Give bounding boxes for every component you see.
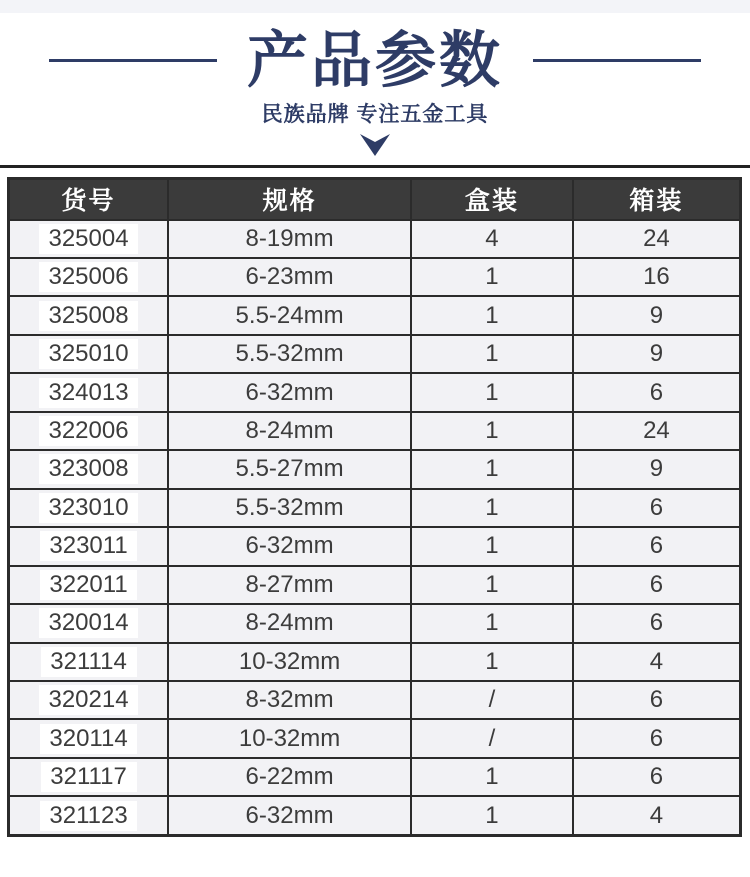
table-cell xyxy=(9,604,169,642)
table-row xyxy=(9,258,741,296)
page-subtitle: 民族品牌 专注五金工具 xyxy=(261,103,489,127)
item-number: 320214 xyxy=(39,685,137,715)
table-cell: 5.5-24mm xyxy=(168,296,411,334)
table-cell: 1 xyxy=(411,373,573,411)
table-cell xyxy=(9,489,169,527)
table-row xyxy=(9,489,741,527)
product-parameters-section xyxy=(7,177,742,837)
item-number: 321114 xyxy=(41,647,137,677)
table-cell: 24 xyxy=(573,412,741,450)
column-header: 盒装 xyxy=(411,179,573,220)
item-number: 325004 xyxy=(39,224,137,254)
table-cell xyxy=(9,527,169,565)
table-cell: 8-27mm xyxy=(168,566,411,604)
item-number: 321117 xyxy=(41,762,137,792)
page-header xyxy=(0,13,750,156)
item-number: 322011 xyxy=(40,570,136,600)
table-cell xyxy=(9,566,169,604)
table-row xyxy=(9,758,741,796)
table-cell: 10-32mm xyxy=(168,719,411,757)
table-cell xyxy=(9,758,169,796)
item-number: 323010 xyxy=(39,493,137,523)
table-cell xyxy=(9,796,169,835)
table-cell: 10-32mm xyxy=(168,643,411,681)
table-row xyxy=(9,719,741,757)
item-number: 325008 xyxy=(39,301,137,331)
table-cell: 24 xyxy=(573,220,741,258)
table-cell: 1 xyxy=(411,258,573,296)
table-row xyxy=(9,220,741,258)
table-cell: 5.5-27mm xyxy=(168,450,411,488)
table-cell: 1 xyxy=(411,489,573,527)
table-cell: 6-23mm xyxy=(168,258,411,296)
table-cell: 1 xyxy=(411,412,573,450)
table-cell: 16 xyxy=(573,258,741,296)
table-cell: 6-32mm xyxy=(168,373,411,411)
table-header-row xyxy=(9,179,741,220)
table-row xyxy=(9,681,741,719)
table-cell: 6 xyxy=(573,681,741,719)
table-cell xyxy=(9,643,169,681)
item-number: 324013 xyxy=(39,378,137,408)
table-cell xyxy=(9,296,169,334)
table-row xyxy=(9,527,741,565)
product-table xyxy=(7,177,742,837)
table-cell: 6-22mm xyxy=(168,758,411,796)
table-cell xyxy=(9,258,169,296)
table-row xyxy=(9,643,741,681)
table-cell: 6 xyxy=(573,604,741,642)
table-cell: 1 xyxy=(411,566,573,604)
table-cell: 6 xyxy=(573,527,741,565)
table-cell: 1 xyxy=(411,643,573,681)
table-cell: 8-32mm xyxy=(168,681,411,719)
table-row xyxy=(9,296,741,334)
table-cell: 1 xyxy=(411,604,573,642)
column-header: 货号 xyxy=(9,179,169,220)
table-cell: / xyxy=(411,681,573,719)
table-cell: 6-32mm xyxy=(168,796,411,835)
table-cell: 6-32mm xyxy=(168,527,411,565)
title-row xyxy=(0,28,750,92)
separator-line xyxy=(0,165,750,168)
table-cell: 8-24mm xyxy=(168,604,411,642)
table-cell: 1 xyxy=(411,335,573,373)
table-cell: 9 xyxy=(573,335,741,373)
column-header: 规格 xyxy=(168,179,411,220)
table-cell: 1 xyxy=(411,450,573,488)
item-number: 321123 xyxy=(40,801,136,831)
table-cell: 1 xyxy=(411,527,573,565)
title-rule-left xyxy=(49,59,217,62)
title-rule-right xyxy=(533,59,701,62)
item-number: 325010 xyxy=(39,339,137,369)
table-body xyxy=(9,220,741,836)
table-cell: 1 xyxy=(411,758,573,796)
table-cell xyxy=(9,220,169,258)
table-cell: / xyxy=(411,719,573,757)
table-row xyxy=(9,604,741,642)
top-band xyxy=(0,0,750,13)
item-number: 320014 xyxy=(39,608,137,638)
item-number: 325006 xyxy=(39,262,137,292)
table-cell: 6 xyxy=(573,758,741,796)
table-cell: 8-24mm xyxy=(168,412,411,450)
table-cell xyxy=(9,719,169,757)
table-row xyxy=(9,412,741,450)
column-header: 箱装 xyxy=(573,179,741,220)
table-cell: 4 xyxy=(411,220,573,258)
table-cell: 8-19mm xyxy=(168,220,411,258)
table-cell xyxy=(9,412,169,450)
table-row xyxy=(9,566,741,604)
item-number: 323008 xyxy=(39,454,137,484)
table-cell: 4 xyxy=(573,796,741,835)
table-cell: 6 xyxy=(573,566,741,604)
page-title: 产品参数 xyxy=(246,26,503,94)
table-row xyxy=(9,373,741,411)
table-row xyxy=(9,335,741,373)
table-cell: 6 xyxy=(573,489,741,527)
table-cell: 1 xyxy=(411,296,573,334)
item-number: 323011 xyxy=(40,531,136,561)
table-cell: 6 xyxy=(573,373,741,411)
table-cell: 9 xyxy=(573,450,741,488)
table-cell: 5.5-32mm xyxy=(168,335,411,373)
table-cell xyxy=(9,335,169,373)
table-cell xyxy=(9,450,169,488)
table-cell xyxy=(9,681,169,719)
table-cell: 5.5-32mm xyxy=(168,489,411,527)
table-cell: 6 xyxy=(573,719,741,757)
item-number: 322006 xyxy=(39,416,137,446)
table-cell: 4 xyxy=(573,643,741,681)
table-row xyxy=(9,796,741,835)
table-cell xyxy=(9,373,169,411)
chevron-down-icon xyxy=(0,134,750,156)
table-cell: 1 xyxy=(411,796,573,835)
item-number: 320114 xyxy=(40,724,136,754)
table-row xyxy=(9,450,741,488)
table-cell: 9 xyxy=(573,296,741,334)
